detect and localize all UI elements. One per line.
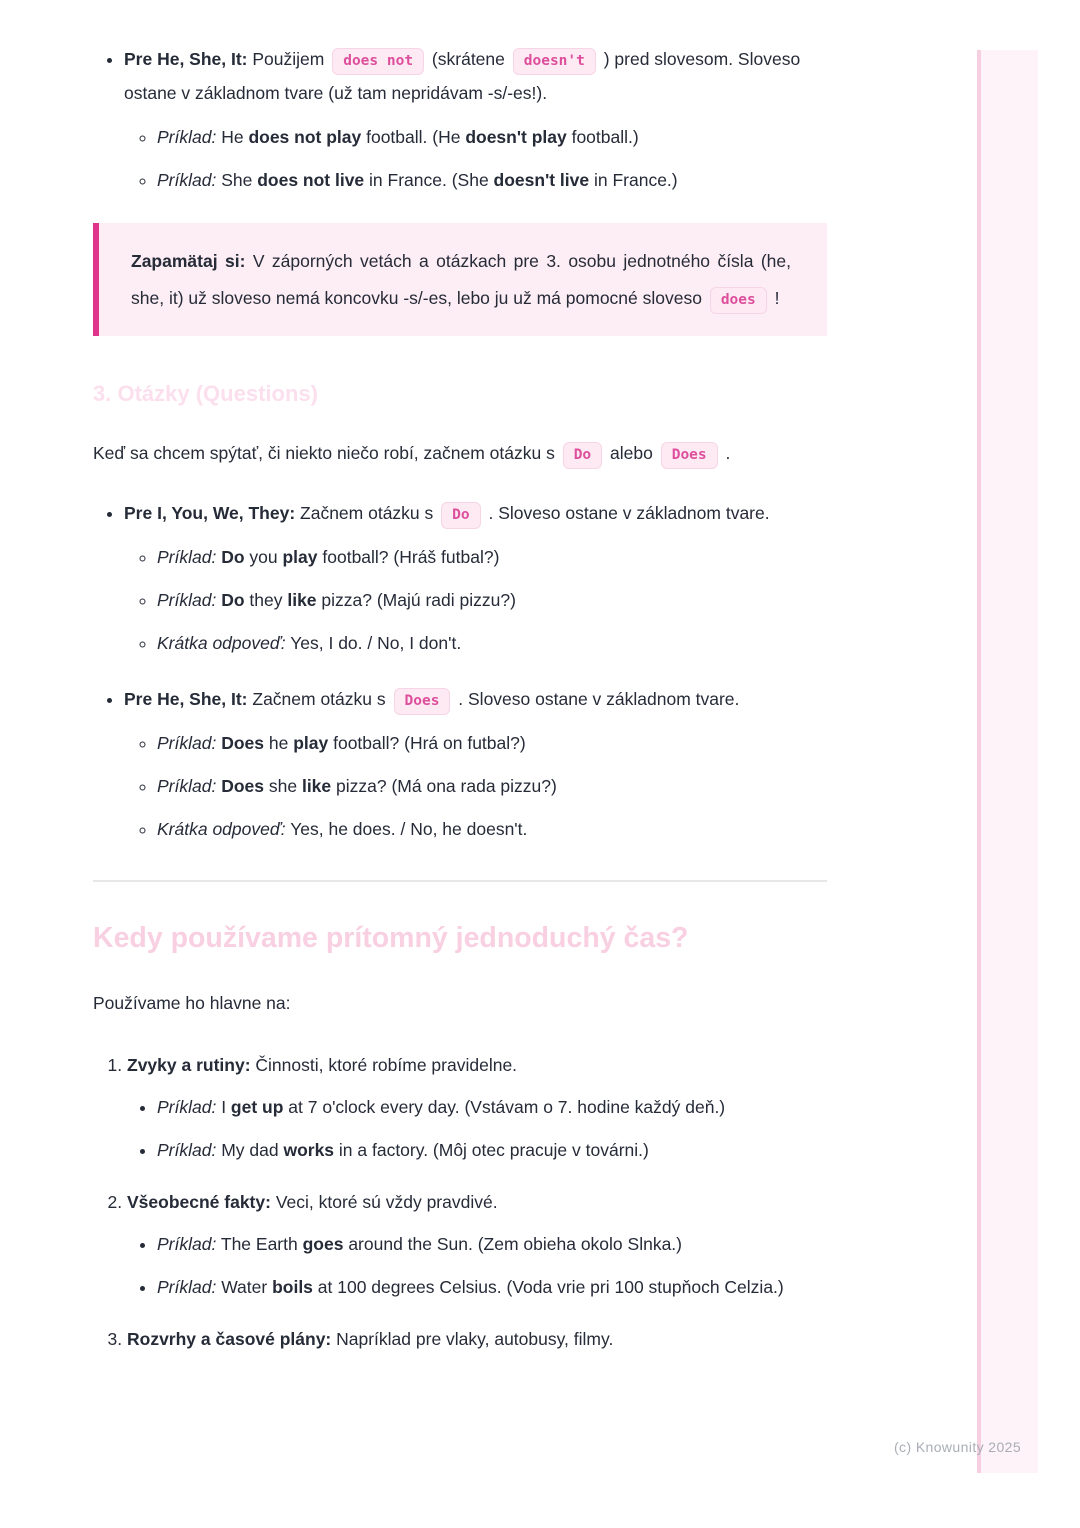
text-segment: She bbox=[216, 170, 258, 190]
text-segment: Rozvrhy a časové plány: bbox=[127, 1329, 337, 1349]
text-segment: get up bbox=[230, 1097, 284, 1117]
text-segment: does not live bbox=[257, 170, 365, 190]
example-item bbox=[157, 812, 827, 846]
example-text bbox=[157, 1270, 827, 1304]
text-segment: Pre He, She, It: bbox=[124, 49, 253, 69]
usage-item-text bbox=[127, 1048, 827, 1082]
text-segment: Zvyky a rutiny: bbox=[127, 1055, 256, 1075]
negation-examples bbox=[124, 120, 827, 197]
usage-section-heading: Kedy používame prítomný jednoduchý čas? bbox=[93, 922, 689, 954]
code-badge: Does bbox=[394, 688, 451, 715]
questions-intro bbox=[93, 436, 827, 470]
code-badge: does bbox=[710, 287, 767, 314]
code-badge: doesn't bbox=[513, 48, 596, 75]
text-segment: Water bbox=[216, 1277, 273, 1297]
text-segment: I bbox=[216, 1097, 231, 1117]
questions-list bbox=[93, 496, 827, 846]
list-item bbox=[124, 42, 827, 197]
text-segment: Začnem otázku s bbox=[252, 689, 391, 709]
usage-item bbox=[127, 1048, 827, 1167]
text-segment: The Earth bbox=[216, 1234, 303, 1254]
usage-intro: Používame ho hlavne na: bbox=[93, 993, 291, 1013]
text-segment: at 100 degrees Celsius. (Voda vrie pri 100 stupňoch Celzia.) bbox=[312, 1277, 784, 1297]
text-segment: doesn't live bbox=[493, 170, 590, 190]
section-divider bbox=[93, 880, 827, 882]
example-text bbox=[157, 1133, 827, 1167]
negation-list bbox=[93, 42, 827, 197]
example-item bbox=[157, 1227, 827, 1261]
question-examples bbox=[124, 726, 827, 846]
text-segment: Začnem otázku s bbox=[300, 503, 439, 523]
text-segment: Príklad: bbox=[157, 590, 217, 610]
text-segment: Krátka odpoveď: bbox=[157, 819, 286, 839]
example-text bbox=[157, 1227, 827, 1261]
text-segment: play bbox=[282, 547, 318, 567]
text-segment: goes bbox=[302, 1234, 344, 1254]
example-text bbox=[157, 120, 827, 154]
text-segment: Keď sa chcem spýtať, či niekto niečo robí, začnem otázku s bbox=[93, 443, 560, 463]
example-item bbox=[157, 163, 827, 197]
text-segment: in France.) bbox=[589, 170, 678, 190]
remember-callout bbox=[93, 223, 827, 336]
text-segment: like bbox=[301, 776, 332, 796]
text-segment: works bbox=[283, 1140, 335, 1160]
text-segment: V záporných vetách a otázkach pre 3. osobu jednotného čísla (he, she, it) už sloveso nemá koncovku -s/-es, lebo ju už má pomocné sloveso bbox=[131, 251, 791, 308]
question-examples bbox=[124, 540, 827, 660]
example-item bbox=[157, 1270, 827, 1304]
example-text bbox=[157, 540, 827, 574]
usage-item bbox=[127, 1322, 827, 1356]
questions-item-text bbox=[124, 496, 827, 530]
text-segment: (skrátene bbox=[427, 49, 510, 69]
text-segment: Príklad: bbox=[157, 1277, 217, 1297]
example-text bbox=[157, 583, 827, 617]
example-item bbox=[157, 626, 827, 660]
example-item bbox=[157, 769, 827, 803]
text-segment: Krátka odpoveď: bbox=[157, 633, 286, 653]
text-segment: football? (Hrá on futbal?) bbox=[328, 733, 526, 753]
callout-text bbox=[131, 243, 791, 317]
text-segment: does not play bbox=[248, 127, 362, 147]
text-segment: ! bbox=[769, 288, 780, 308]
text-segment: Príklad: bbox=[157, 547, 217, 567]
example-item bbox=[157, 120, 827, 154]
text-segment: football? (Hráš futbal?) bbox=[317, 547, 500, 567]
document-content bbox=[93, 42, 827, 1374]
usage-item bbox=[127, 1185, 827, 1304]
text-segment: Všeobecné fakty: bbox=[127, 1192, 276, 1212]
text-segment: you bbox=[244, 547, 283, 567]
example-text bbox=[157, 769, 827, 803]
questions-item-text bbox=[124, 682, 827, 716]
text-segment: Napríklad pre vlaky, autobusy, filmy. bbox=[336, 1329, 614, 1349]
example-item bbox=[157, 1133, 827, 1167]
text-segment: Príklad: bbox=[157, 127, 217, 147]
text-segment: pizza? (Majú radi pizzu?) bbox=[316, 590, 516, 610]
text-segment: Pre He, She, It: bbox=[124, 689, 253, 709]
example-item bbox=[157, 1090, 827, 1124]
code-badge: does not bbox=[332, 48, 424, 75]
text-segment: like bbox=[287, 590, 317, 610]
usage-item-text bbox=[127, 1322, 827, 1356]
text-segment: . Sloveso ostane v základnom tvare. bbox=[483, 503, 770, 523]
text-segment: Príklad: bbox=[157, 733, 217, 753]
example-text bbox=[157, 1090, 827, 1124]
example-text bbox=[157, 726, 827, 760]
text-segment: ) pred slovesom. Sloveso ostane v základnom tvare (už tam nepridávam -s/-es!). bbox=[124, 49, 801, 103]
text-segment: pizza? (Má ona rada pizzu?) bbox=[331, 776, 557, 796]
example-item bbox=[157, 540, 827, 574]
text-segment: Príklad: bbox=[157, 1140, 217, 1160]
code-badge: Do bbox=[563, 442, 602, 469]
usage-examples bbox=[127, 1090, 827, 1167]
text-segment: Príklad: bbox=[157, 170, 217, 190]
text-segment: Does bbox=[221, 733, 264, 753]
text-segment: Činnosti, ktoré robíme pravidelne. bbox=[255, 1055, 518, 1075]
text-segment: Yes, he does. / No, he doesn't. bbox=[285, 819, 528, 839]
example-item bbox=[157, 726, 827, 760]
text-segment: football. (He bbox=[361, 127, 466, 147]
example-item bbox=[157, 583, 827, 617]
text-segment: Príklad: bbox=[157, 1234, 217, 1254]
text-segment: in France. (She bbox=[364, 170, 494, 190]
questions-section-heading: 3. Otázky (Questions) bbox=[93, 381, 318, 406]
text-segment: Does bbox=[221, 776, 264, 796]
usage-examples bbox=[127, 1227, 827, 1304]
list-item bbox=[124, 496, 827, 660]
text-segment: Do bbox=[221, 547, 245, 567]
text-segment: they bbox=[244, 590, 288, 610]
list-item bbox=[124, 682, 827, 846]
usage-list bbox=[93, 1048, 827, 1356]
text-segment: Príklad: bbox=[157, 1097, 217, 1117]
text-segment: Príklad: bbox=[157, 776, 217, 796]
text-segment: . bbox=[720, 443, 731, 463]
text-segment: play bbox=[293, 733, 329, 753]
text-segment: Použijem bbox=[252, 49, 330, 69]
text-segment: around the Sun. (Zem obieha okolo Slnka.) bbox=[343, 1234, 682, 1254]
text-segment: he bbox=[264, 733, 294, 753]
text-segment: . Sloveso ostane v základnom tvare. bbox=[453, 689, 740, 709]
text-segment: My dad bbox=[216, 1140, 284, 1160]
text-segment: Veci, ktoré sú vždy pravdivé. bbox=[275, 1192, 498, 1212]
text-segment: doesn't play bbox=[465, 127, 567, 147]
text-segment: Do bbox=[221, 590, 245, 610]
code-badge: Does bbox=[661, 442, 718, 469]
page-edge-panel bbox=[977, 50, 1038, 1473]
text-segment: at 7 o'clock every day. (Vstávam o 7. hodine každý deň.) bbox=[283, 1097, 726, 1117]
text-segment: boils bbox=[272, 1277, 313, 1297]
code-badge: Do bbox=[441, 502, 480, 529]
text-segment: Pre I, You, We, They: bbox=[124, 503, 301, 523]
copyright-watermark: (c) Knowunity 2025 bbox=[894, 1439, 1022, 1455]
text-segment: in a factory. (Môj otec pracuje v továrni.) bbox=[334, 1140, 649, 1160]
usage-item-text bbox=[127, 1185, 827, 1219]
negation-item-text bbox=[124, 42, 827, 110]
text-segment: Yes, I do. / No, I don't. bbox=[285, 633, 462, 653]
text-segment: alebo bbox=[605, 443, 658, 463]
text-segment: football.) bbox=[566, 127, 639, 147]
text-segment: Zapamätaj si: bbox=[131, 251, 253, 271]
example-text bbox=[157, 626, 827, 660]
example-text bbox=[157, 163, 827, 197]
text-segment: He bbox=[216, 127, 249, 147]
text-segment: she bbox=[264, 776, 302, 796]
example-text bbox=[157, 812, 827, 846]
